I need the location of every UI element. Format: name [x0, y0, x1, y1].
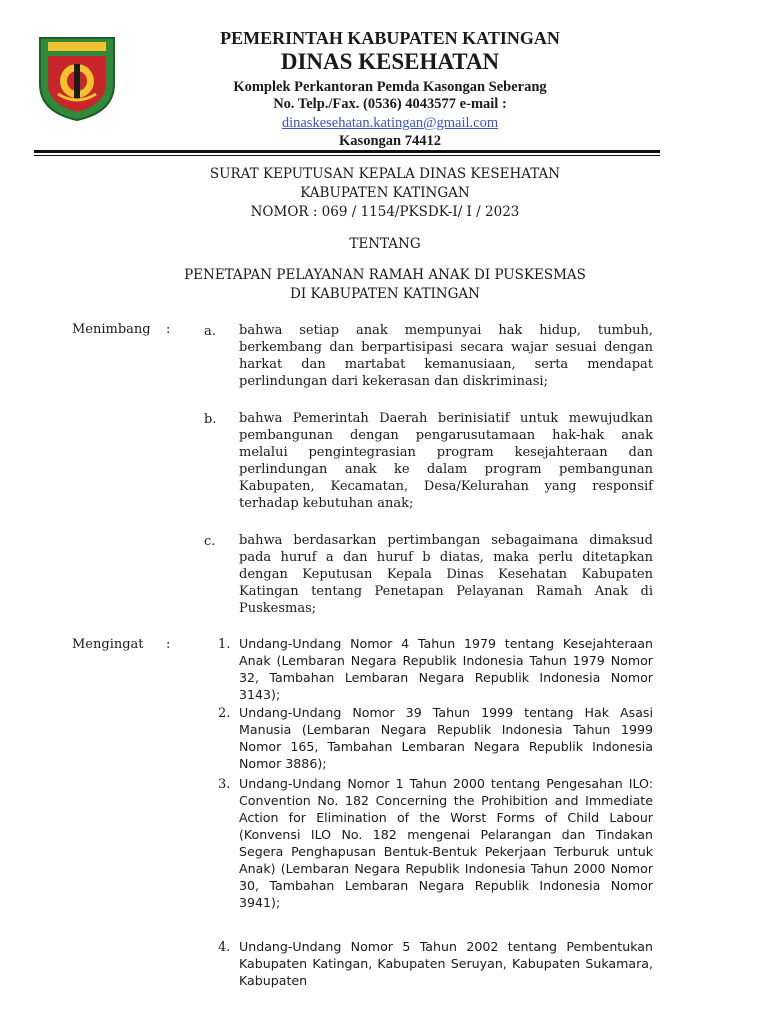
mengingat-item-2: Undang-Undang Nomor 39 Tahun 1999 tentang Hak Asasi Manusia (Lembaran Negara Republik Indonesia Tahun 1999 Nomor 165, Tambahan Lembaran Negara Republik Indonesia Nomor 3886); — [239, 705, 653, 771]
menimbang-item-a: bahwa setiap anak mempunyai hak hidup, tumbuh, berkembang dan berpartisipasi secara wajar sesuai dengan harkat dan martabat kemanusiaan, serta mendapat perlindungan dari kekerasan dan diskriminasi; — [239, 323, 653, 389]
mengingat-colon: : — [166, 637, 171, 652]
subject-line-2: DI KABUPATEN KATINGAN — [290, 286, 480, 302]
decree-heading — [120, 165, 650, 222]
menimbang-item-b: bahwa Pemerintah Daerah berinisiatif untuk mewujudkan pembangunan dengan pengarusutamaan hak-hak anak melalui pengintegrasian program kesejahteraan dan perlindungan anak ke dalam program pembangunan Kabupaten, Kecamatan, Desa/Kelurahan yang responsif terhadap kebutuhan anak; — [239, 411, 653, 511]
decree-line-2: KABUPATEN KATINGAN — [300, 185, 470, 201]
city-postcode: Kasongan 74412 — [339, 133, 441, 149]
government-name: PEMERINTAH KABUPATEN KATINGAN — [220, 28, 560, 48]
menimbang-colon: : — [166, 322, 171, 337]
menimbang-item-c: bahwa berdasarkan pertimbangan sebagaimana dimaksud pada huruf a dan huruf b diatas, maka perlu ditetapkan dengan Keputusan Kepala Dinas Kesehatan Kabupaten Katingan tentang Penetapan Pelayanan Ramah Anak di Puskesmas; — [239, 533, 653, 616]
mengingat-label: Mengingat — [72, 637, 144, 652]
menimbang-label: Menimbang — [72, 322, 151, 337]
mengingat-mark-4: 4. — [218, 940, 231, 955]
about-heading: TENTANG — [349, 236, 421, 252]
mengingat-mark-1: 1. — [218, 637, 231, 652]
email-link[interactable]: dinaskesehatan.katingan@gmail.com — [281, 115, 499, 131]
mengingat-item-1: Undang-Undang Nomor 4 Tahun 1979 tentang Kesejahteraan Anak (Lembaran Negara Republik Indonesia Tahun 1979 Nomor 32, Tambahan Lembaran Negara Republik Indonesia Nomor 3143); — [239, 636, 653, 702]
letterhead-rule-thin — [34, 155, 660, 156]
regency-emblem-icon — [36, 34, 118, 122]
mengingat-item-3: Undang-Undang Nomor 1 Tahun 2000 tentang Pengesahan ILO: Convention No. 182 Concerning the Prohibition and Immediate Action for Elimination of the Worst Forms of Child Labour (Konvensi ILO No. 182 mengenai Pelarangan dan Tindakan Segera Penghapusan Bentuk-Bentuk Pekerjaan Terburuk untuk Anak) (Lembaran Negara Republik Indonesia Tahun 2000 Nomor 30, Tambahan Lembaran Negara Republik Indonesia Nomor 3941); — [239, 776, 653, 910]
decree-line-1: SURAT KEPUTUSAN KEPALA DINAS KESEHATAN — [209, 166, 561, 182]
menimbang-mark-b: b. — [204, 412, 217, 427]
mengingat-mark-3: 3. — [218, 777, 231, 792]
mengingat-item-4: Undang-Undang Nomor 5 Tahun 2002 tentang Pembentukan Kabupaten Katingan, Kabupaten Seruyan, Kabupaten Sukamara, Kabupaten — [239, 939, 653, 988]
subject-line-1: PENETAPAN PELAYANAN RAMAH ANAK DI PUSKESMAS — [184, 267, 586, 283]
decree-number: NOMOR : 069 / 1154/PKSDK-I/ I / 2023 — [250, 204, 520, 220]
menimbang-mark-c: c. — [204, 534, 216, 549]
office-address: Komplek Perkantoran Pemda Kasongan Seberang — [233, 79, 547, 95]
mengingat-mark-2: 2. — [218, 706, 231, 721]
letterhead — [140, 26, 640, 150]
agency-name: DINAS KESEHATAN — [280, 49, 500, 74]
menimbang-mark-a: a. — [204, 324, 216, 339]
letterhead-rule-thick — [34, 150, 660, 153]
contact-line: No. Telp./Fax. (0536) 4043577 e-mail : — [273, 96, 507, 112]
decree-subject — [120, 266, 650, 304]
